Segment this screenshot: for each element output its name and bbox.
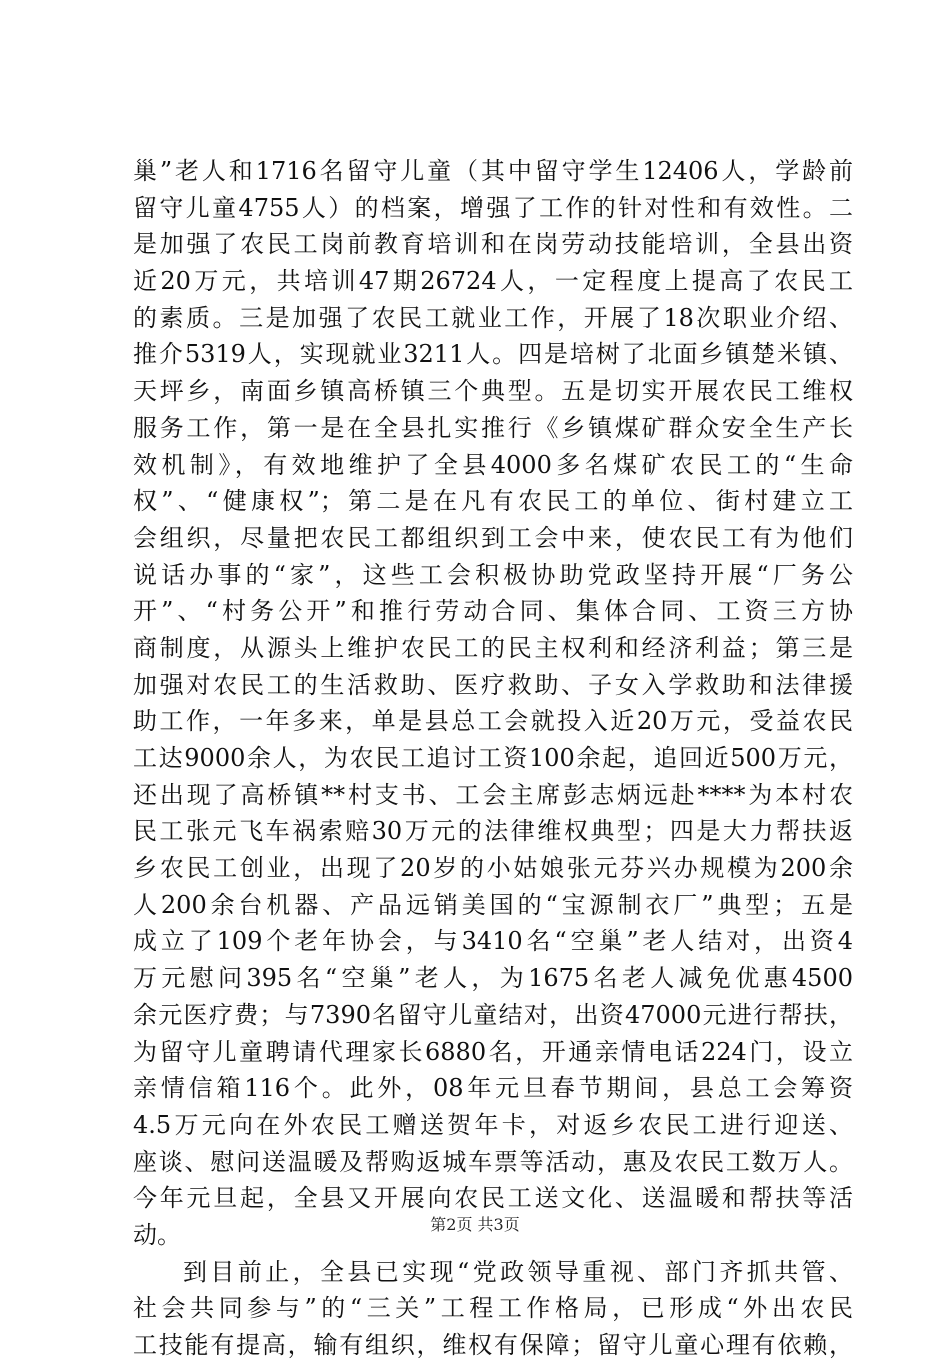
text-line: 效机制》，有效地维护了全县4000多名煤矿农民工的“生命 [133, 450, 853, 479]
text-line: 工达9000余人，为农民工追讨工资100余起，追回近500万元， [133, 744, 853, 772]
text-line: 近20万元，共培训47期26724人，一定程度上提高了农民工 [133, 267, 853, 296]
text-line: 社会共同参与”的“三关”工程工作格局，已形成“外出农民 [133, 1294, 853, 1323]
text-line: 留守儿童4755人）的档案，增强了工作的针对性和有效性。二 [133, 193, 853, 222]
text-line: 人200余台机器、产品远销美国的“宝源制衣厂”典型；五是 [133, 890, 853, 919]
text-line: 服务工作，第一是在全县扎实推行《乡镇煤矿群众安全生产长 [133, 413, 853, 442]
text-line: 今年元旦起，全县又开展向农民工送文化、送温暖和帮扶等活 [133, 1184, 853, 1213]
text-line: 助工作，一年多来，单是县总工会就投入近20万元，受益农民 [133, 707, 853, 736]
text-line: 座谈、慰问送温暖及帮购返城车票等活动，惠及农民工数万人。 [133, 1147, 853, 1176]
text-line: 商制度，从源头上维护农民工的民主权利和经济利益；第三是 [133, 633, 853, 662]
text-line: 为留守儿童聘请代理家长6880名，开通亲情电话224门，设立 [133, 1037, 853, 1066]
text-line: 会组织，尽量把农民工都组织到工会中来，使农民工有为他们 [133, 523, 853, 552]
text-line: 工技能有提高，输有组织，维权有保障；留守儿童心理有依赖， [133, 1331, 853, 1359]
text-line: 还出现了高桥镇**村支书、工会主席彭志炳远赴****为本村农 [133, 780, 853, 809]
text-line: 是加强了农民工岗前教育培训和在岗劳动技能培训，全县出资 [133, 230, 853, 259]
text-line: 余元医疗费；与7390名留守儿童结对，出资47000元进行帮扶， [133, 1000, 853, 1029]
text-line: 亲情信箱116个。此外，08年元旦春节期间，县总工会筹资 [133, 1074, 853, 1103]
text-line: 推介5319人，实现就业3211人。四是培树了北面乡镇楚米镇、 [133, 340, 853, 369]
text-line: 开”、“村务公开”和推行劳动合同、集体合同、工资三方协 [133, 597, 853, 626]
text-line: 乡农民工创业，出现了20岁的小姑娘张元芬兴办规模为200余 [133, 854, 853, 883]
text-line: 说话办事的“家”，这些工会积极协助党政坚持开展“厂务公 [133, 560, 853, 589]
text-line: 巢”老人和1716名留守儿童（其中留守学生12406人，学龄前 [133, 157, 853, 185]
text-line: 加强对农民工的生活救助、医疗救助、子女入学救助和法律援 [133, 670, 853, 699]
text-line: 万元慰问395名“空巢”老人，为1675名老人减免优惠4500 [133, 964, 853, 993]
text-line: 权”、“健康权”；第二是在凡有农民工的单位、街村建立工 [133, 487, 853, 516]
text-line: 民工张元飞车祸索赔30万元的法律维权典型；四是大力帮扶返 [133, 817, 853, 846]
paragraph-end-line: 动。 [133, 1220, 181, 1249]
page-number: 第2页 共3页 [430, 1215, 520, 1234]
body-text [133, 153, 853, 1364]
text-line: 4.5万元向在外农民工赠送贺年卡，对返乡农民工进行迎送、 [133, 1110, 853, 1139]
text-line: 成立了109个老年协会，与3410名“空巢”老人结对，出资4 [133, 927, 853, 956]
paragraph-start-line: 到目前止，全县已实现“党政领导重视、部门齐抓共管、 [183, 1257, 853, 1286]
page-footer [0, 1215, 950, 1235]
text-line: 的素质。三是加强了农民工就业工作，开展了18次职业介绍、 [133, 303, 853, 332]
text-line: 天坪乡，南面乡镇高桥镇三个典型。五是切实开展农民工维权 [133, 377, 853, 406]
